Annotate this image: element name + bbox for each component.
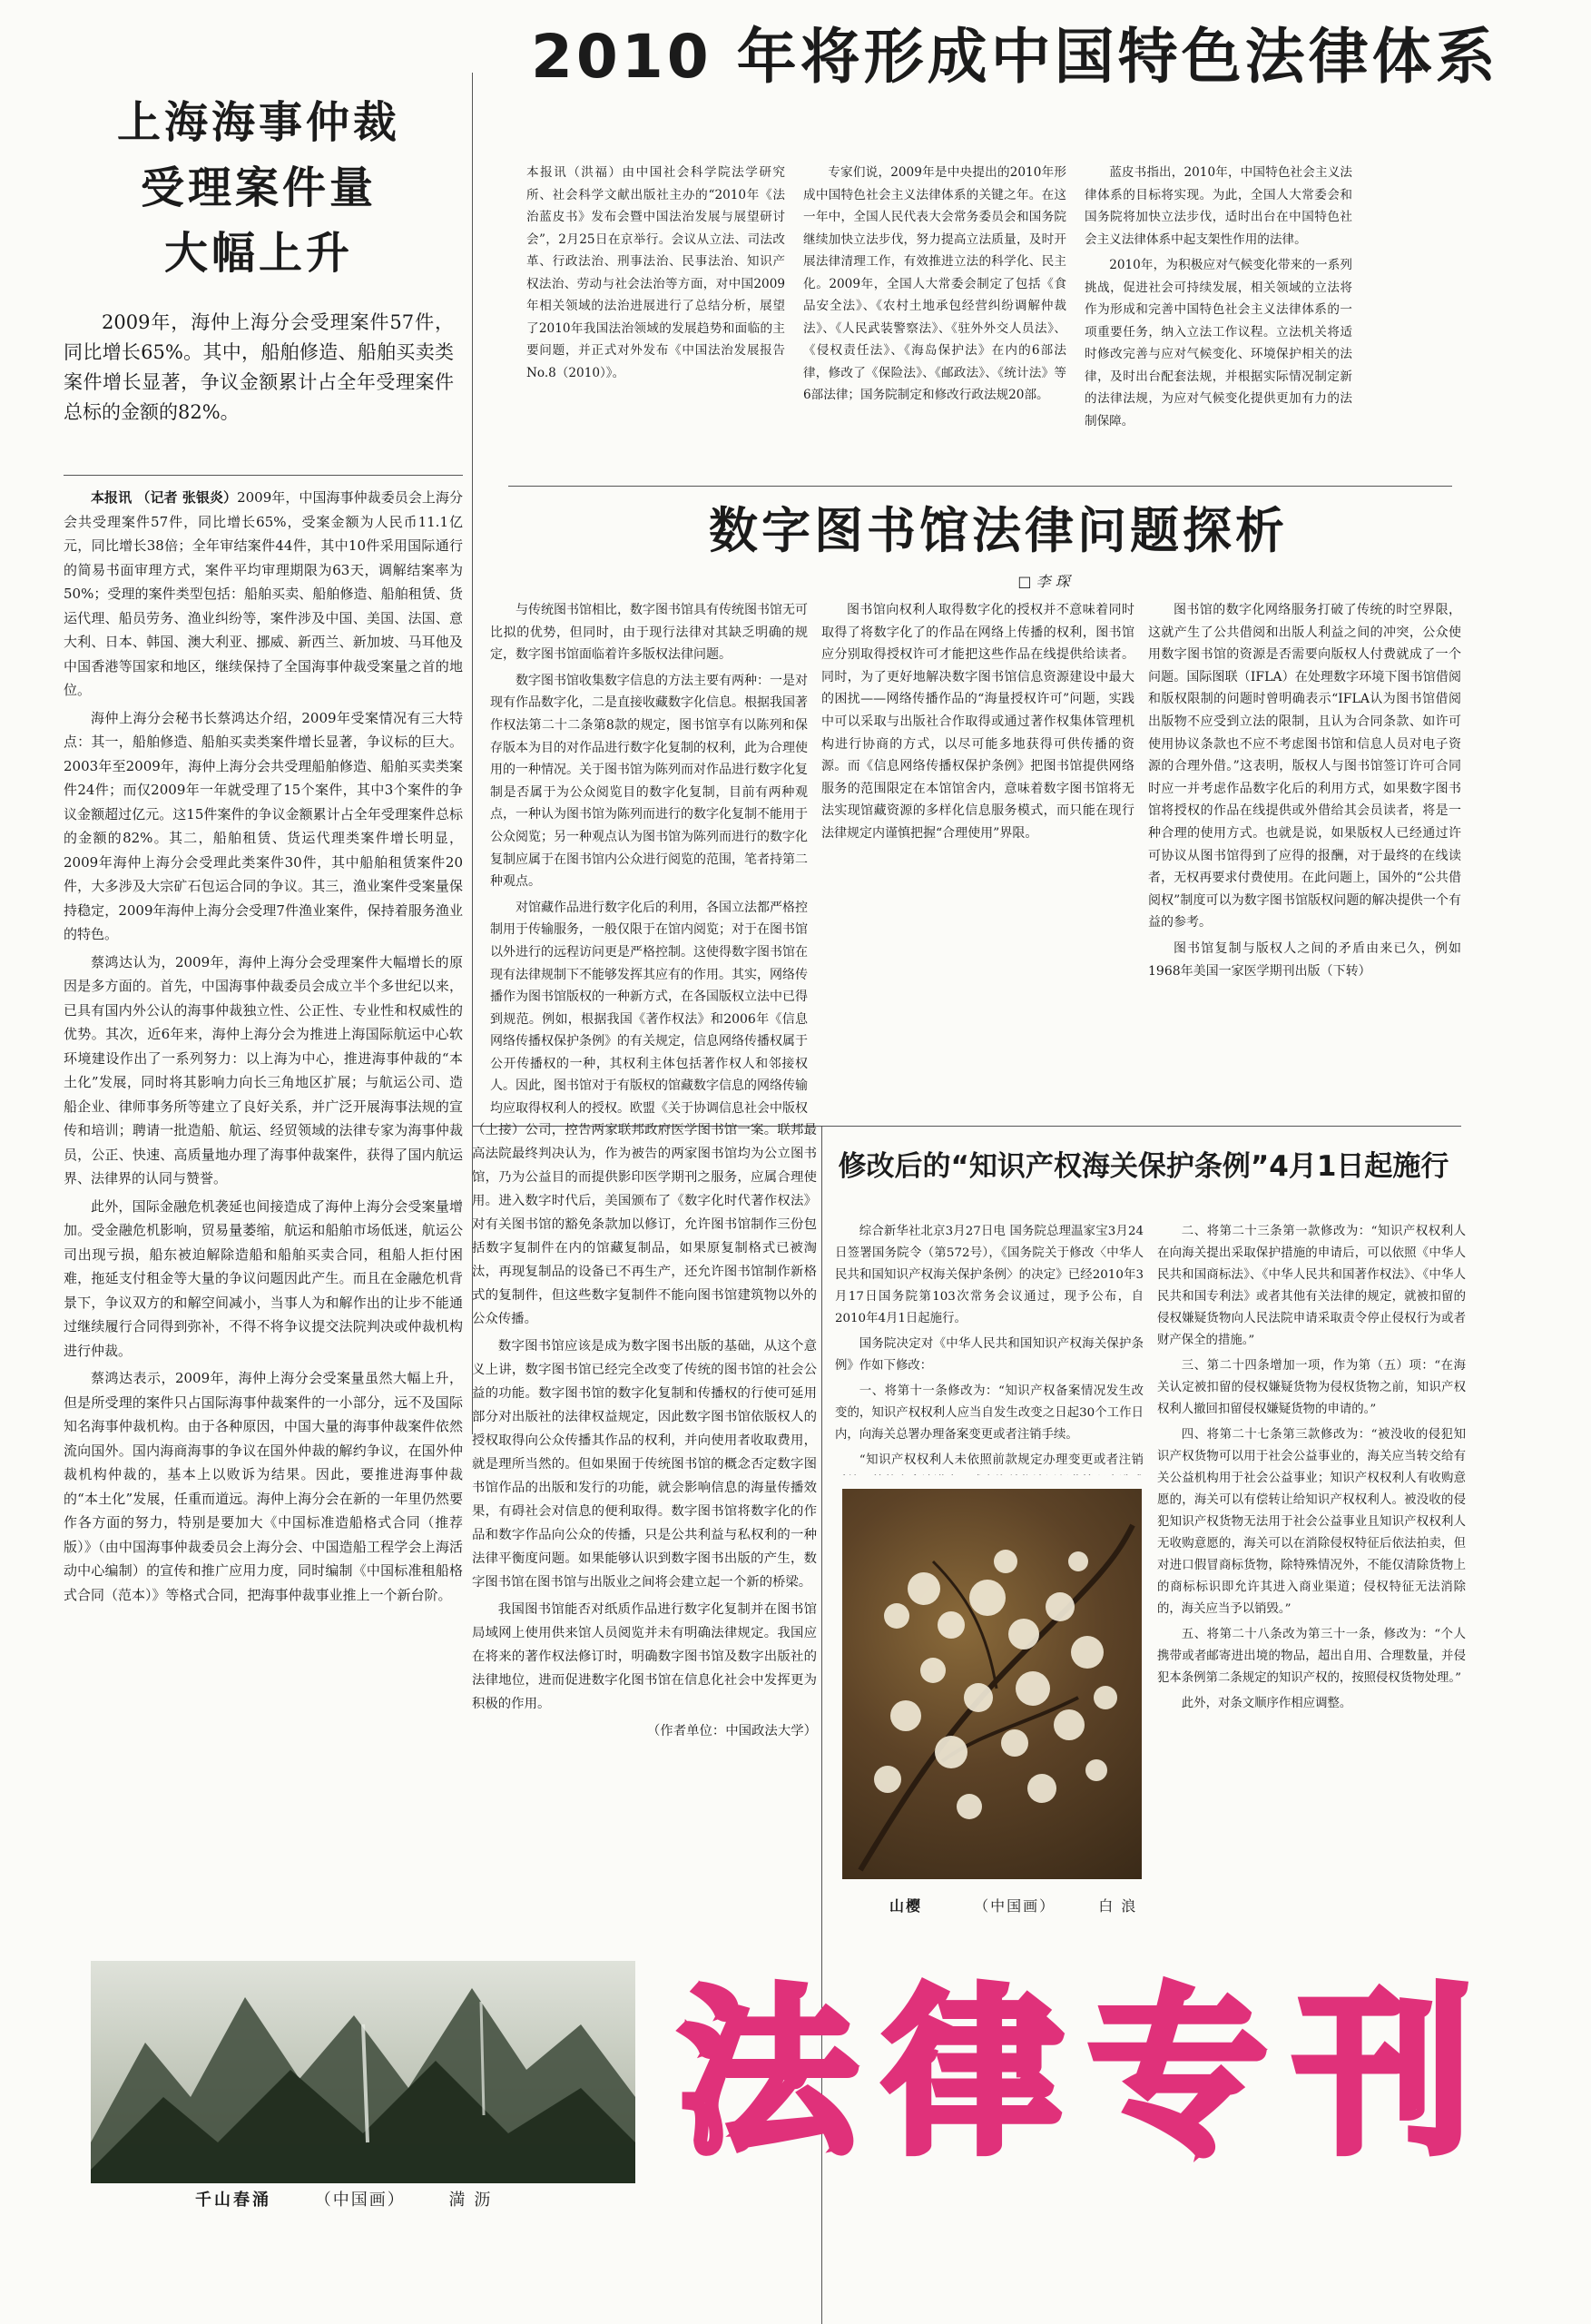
- left-title-line-3: 大幅上升: [163, 228, 353, 279]
- left-paragraph-4: 此外，国际金融危机袭延也间接造成了海仲上海分会受案量增加。受金融危机影响，贸易量萎缩，航运和船舶市场低迷，航运公司出现亏损，船东被迫解除造船和船舶买卖合同，租船人拒付困难，拖延支付租金等大量的争议问题因此产生。而且在金融危机背景下，争议双方的和解空间减小，当事人为和解作出的让步不能通过继续履行合同得到弥补，不得不将争议提交法院判决或仲裁机构进行仲裁。: [64, 1197, 463, 1359]
- painting-bottom-artist: 満 沥: [448, 2191, 493, 2210]
- library-col-1: [490, 599, 808, 1117]
- left-story-title: [64, 90, 454, 286]
- ip-paragraph-6: 三、第二十四条增加一项，作为第（五）项：“在海关认定被扣留的侵权嫌疑货物为侵权货物之前，知识产权权利人撤回扣留侵权嫌疑货物的申请的。”: [1157, 1359, 1466, 1416]
- ip-paragraph-5: 二、将第二十三条第一款修改为：“知识产权权利人在向海关提出采取保护措施的申请后，可以依照《中华人民共和国商标法》、《中华人民共和国著作权法》、《中华人民共和国专利法》或者其他有关法律的规定，就被扣留的侵权嫌疑货物向人民法院申请采取责令停止侵权行为或者财产保全的措施。”: [1157, 1225, 1466, 1347]
- left-paragraph-2: 海仲上海分会秘书长蔡鸿达介绍，2009年受案情况有三大特点：其一，船舶修造、船舶买卖类案件增长显著，争议标的巨大。2003年至2009年，海仲上海分会共受理船舶修造、船舶买卖类案件24件；而仅2009年一年就受理了15个案件，其中3个案件的争议金额超过亿元。这15件案件的争议金额累计占全年受理案件总标的金额的82%。其二，船舶租赁、货运代理类案件增长明显，2009年海仲上海分会受理此类案件30件，其中船舶租赁案件20件，大多涉及大宗矿石包运合同的争议。其三，渔业案件受案量保持稳定，2009年海仲上海分会受理7件渔业案件，保持着服务渔业的特色。: [64, 709, 463, 942]
- landscape-illustration: [91, 1961, 635, 2183]
- left-paragraph-5: 蔡鸿达表示，2009年，海仲上海分会受案量虽然大幅上升，但是所受理的案件只占国际海事仲裁案件的一小部分，远不及国际知名海事仲裁机构。由于各种原因，中国大量的海事仲裁案件依然流向国外。国内海商海事的争议在国外仲裁的解约争议，在国外仲裁机构仲裁的，基本上以败诉为结果。因此，要推进海事仲裁的“本土化”发展，任重而道远。海仲上海分会在新的一年里仍然要作各方面的努力，特别是要加大《中国标准造船格式合同（推荐版）》（由中国海事仲裁委员会上海分会、中国造船工程学会上海活动中心编制）的宣传和推广应用力度，同时编制《中国标准租船格式合同（范本）》等格式合同，把海事仲裁事业推上一个新台阶。: [64, 1370, 463, 1603]
- top-story-col-2: [803, 162, 1066, 479]
- ip-paragraph-8: 五、将第二十八条改为第三十一条，修改为：“个人携带或者邮寄进出境的物品，超出自用、合理数量，并侵犯本条例第二条规定的知识产权的，按照侵权货物处理。”: [1157, 1628, 1466, 1685]
- cherry-blossom-illustration: [842, 1489, 1142, 1879]
- library-paragraph-5: 图书馆的数字化网络服务打破了传统的时空界限，这就产生了公共借阅和出版人利益之间的冲突，公众使用数字图书馆的资源是否需要向版权人付费就成了一个问题。国际图联（IFLA）在处理数字环境下图书馆借阅和版权限制的问题时曾明确表示“IFLA认为图书馆借阅出版物不应受到立法的限制，且认为合同条款、如许可使用协议条款也不应不考虑图书馆和信息人员对电子资源的合理外借。”这表明，版权人与图书馆签订许可合同时应一并考虑作品数字化后的利用方式，如果数字图书馆将授权的作品在线提供或外借给其会员读者，将是一种合理的使用方式。也就是说，如果版权人已经通过许可协议从图书馆得到了应得的报酬，对于最终的在线读者，无权再要求付费使用。在此问题上，国外的“公共借阅权”制度可以为数字图书馆版权问题的解决提供一个有益的参考。: [1148, 603, 1461, 931]
- library-col-3: [1148, 599, 1461, 1117]
- library-paragraph-3: 对馆藏作品进行数字化后的利用，各国立法都严格控制用于传输服务，一般仅限于在馆内阅览；对于在图书馆以外进行的远程访问更是严格控制。这使得数字图书馆在现有法律规制下不能够发挥其应有的作用。其实，网络传播作为图书馆版权的一种新方式，在各国版权立法中已得到规范。例如，根据我国《著作权法》和2006年《信息网络传播权保护条例》的有关规定，信息网络传播权属于公开传播权的一种，其权利主体包括著作权人和邻接权人。因此，图书馆对于有版权的馆藏数字信息的网络传输均应取得权利人的授权。欧盟《关于协调信息社会中版权: [490, 900, 808, 1117]
- painting-bottom-title: 千山春涌: [195, 2191, 271, 2210]
- library-col-2: [821, 599, 1134, 1117]
- ip-paragraph-9: 此外，对条文顺序作相应调整。: [1181, 1697, 1352, 1710]
- library-paragraph-8: 数字图书馆应该是成为数字图书出版的基础，从这个意义上讲，数字图书馆已经完全改变了传统的图书馆的社会公益的功能。数字图书馆的数字化复制和传播权的行使可延用部分对出版社的法律权益规定，因此数字图书馆依版权人的授权取得向公众传播其作品的权利，并向使用者收取费用，就是理所当然的。但如果囿于传统图书馆的概念否定数字图书馆作品的出版和发行的功能，就会影响信息的海量传播效果，有碍社会对信息的便利取得。数字图书馆将数字化的作品和数字作品向公众的传播，只是公共利益与私权利的一种法律平衡度问题。如果能够认识到数字图书出版的产生，数字图书馆在图书馆与出版业之间将会建立起一个新的桥梁。: [472, 1339, 817, 1590]
- library-paragraph-1: 与传统图书馆相比，数字图书馆具有传统图书馆无可比拟的优势，但同时，由于现行法律对其缺乏明确的规定，数字图书馆面临着许多版权法律问题。: [490, 603, 808, 663]
- ip-paragraph-4: “知识产权权利人未依照前款规定办理变更或者注销: [859, 1453, 1144, 1467]
- library-title: 数字图书馆法律问题探析: [709, 502, 1288, 559]
- top-story-col-1: [526, 162, 785, 479]
- painting-mountain-cherry: [842, 1489, 1142, 1879]
- library-author-unit: （作者单位：中国政法大学）: [646, 1724, 817, 1738]
- top-paragraph-1: 本报讯（洪福）由中国社会科学院法学研究所、社会科学文献出版社主办的“2010年《法治蓝皮书》发布会暨中国法治发展与展望研讨会”，2月25日在京举行。会议从立法、司法改革、行政法治、刑事法治、民事法治、知识产权法治、劳动与社会法治等方面，对中国2009年相关领域的法治进展进行了总结分析，展望了2010年我国法治领域的发展趋势和面临的主要问题，并正式对外发布《中国法治发展报告No.8（2010）》。: [526, 165, 785, 380]
- painting-right-artist: 白 浪: [1098, 1897, 1138, 1915]
- painting-right-title: 山樱: [889, 1897, 923, 1915]
- top-story-col-3: [1085, 162, 1352, 479]
- library-paragraph-2: 数字图书馆收集数字信息的方法主要有两种：一是对现有作品数字化，二是直接收藏数字化信息。根据我国著作权法第二十二条第8款的规定，图书馆享有以陈列和保存版本为目的对作品进行数字化复制的权利，此为合理使用的一种情况。关于图书馆为陈列而对作品进行数字化复制是否属于为公众阅览目的数字化复制，目前有两种观点，一种认为图书馆为陈列而进行的数字化复制不能用于公众阅览；另一种观点认为图书馆为陈列而进行的数字化复制应属于在图书馆内公众进行阅览的范围，笔者持第二种观点。: [490, 673, 808, 890]
- ip-paragraph-7: 四、将第二十七条第三款修改为：“被没收的侵犯知识产权货物可以用于社会公益事业的，海关应当转交给有关公益机构用于社会公益事业；知识产权权利人有收购意愿的，海关可以有偿转让给知识产权权利人。被没收的侵犯知识产权货物无法用于社会公益事业且知识产权权利人无收购意愿的，海关可以在消除侵权特征后依法拍卖，但对进口假冒商标货物，除特殊情况外，不能仅清除货物上的商标标识即允许其进入商业渠道；侵权特征无法消除的，海关应当予以销毁。”: [1157, 1428, 1466, 1616]
- painting-right-caption-row: [889, 1893, 1144, 1920]
- left-title-line-2: 受理案件量: [140, 162, 377, 213]
- main-headline: 2010 年将形成中国特色法律体系: [531, 22, 1499, 92]
- left-story-lead: 2009年，海仲上海分会受理案件57件，同比增长65%。其中，船舶修造、船舶买卖类案件增长显著，争议金额累计占全年受理案件总标的金额的82%。: [64, 311, 454, 423]
- library-paragraph-9: 我国图书馆能否对纸质作品进行数字化复制并在图书馆局域网上使用供来馆人员阅览并未有明确法律规定。我国应在将来的著作权法修订时，明确数字图书馆及数字出版社的法律地位，进而促进数字化图书馆在信息化社会中发挥更为积极的作用。: [472, 1602, 817, 1711]
- top-paragraph-2: 专家们说，2009年是中央提出的2010年形成中国特色社会主义法律体系的关键之年。在这一年中，全国人民代表大会常务委员会和国务院继续加快立法步伐，努力提高立法质量，及时开展法律清理工作，有效推进立法的科学化、民主化。2009年，全国人大常委会制定了包括《食品安全法》、《农村土地承包经营纠纷调解仲裁法》、《人民武装警察法》、《驻外外交人员法》、《侵权责任法》、《海岛保护法》在内的6部法律，修改了《保险法》、《邮政法》、《统计法》等6部法律；国务院制定和修改行政法规20部。: [803, 165, 1066, 402]
- ip-paragraph-1: 综合新华社北京3月27日电 国务院总理温家宝3月24日签署国务院令（第572号），《国务院关于修改〈中华人民共和国知识产权海关保护条例〉的决定》已经2010年3月17日国务院第103次常务会议通过，现予公布，自2010年4月1日起施行。: [835, 1225, 1144, 1325]
- left-byline: 本报讯 （记者 张银炎）: [91, 489, 238, 506]
- ip-paragraph-3: 一、将第十一条修改为：“知识产权备案情况发生改变的，知识产权权利人应当自发生改变之日起30个工作日内，向海关总署办理备案变更或者注销手续。: [835, 1384, 1144, 1442]
- left-paragraph-3: 蔡鸿达认为，2009年，海仲上海分会受理案件大幅增长的原因是多方面的。首先，中国海事仲裁委员会成立半个多世纪以来，已具有国内外公认的海事仲裁独立性、公正性、专业性和权威性的优势。其次，近6年来，海仲上海分会为推进上海国际航运中心软环境建设作出了一系列努力：以上海为中心，推进海事仲裁的“本土化”发展，同时将其影响力向长三角地区扩展；与航运公司、造船企业、律师事务所等建立了良好关系，并广泛开展海事法规的宣传和培训；聘请一批造船、航运、经贸领域的法律专家为海事仲裁员，公正、快速、高质量地办理了海事仲裁案件，获得了国内航运界、法律界的认同与赞誉。: [64, 953, 463, 1187]
- top-paragraph-4: 2010年，为积极应对气候变化带来的一系列挑战，促进社会可持续发展，相关领域的立法将作为形成和完善中国特色社会主义法律体系的一项重要任务，纳入立法工作议程。立法机关将适时修改完善与应对气候变化、环境保护相关的法律，及时出台配套法规，并根据实际情况制定新的法律法规，为应对气候变化提供更加有力的法制保障。: [1085, 258, 1352, 428]
- painting-right-type: （中国画）: [974, 1897, 1056, 1915]
- painting-mountains: [91, 1961, 635, 2183]
- library-paragraph-7: （上接）公司，控告两家联邦政府医学图书馆一案。联邦最高法院最终判决认为，作为被告的两家图书馆均为公立图书馆，乃为公益目的而提供影印医学期刊之服务，应属合理使用。进入数字时代后，美国颁布了《数字化时代著作权法》对有关图书馆的豁免条款加以修订，允许图书馆制作三份包括数字复制件在内的馆藏复制品，如果原复制格式已被淘汰，再现复制品的设备已不再生产，还允许图书馆制作新格式的复制件，但这些数字复制件不能向图书馆建筑物以外的公众传播。: [472, 1123, 817, 1326]
- library-author: □ 李 琛: [1017, 573, 1070, 590]
- ip-paragraph-2: 国务院决定对《中华人民共和国知识产权海关保护条例》作如下修改：: [835, 1337, 1144, 1373]
- left-paragraph-1: 2009年，中国海事仲裁委员会上海分会共受理案件57件，同比增长65%，受案金额为人民币11.1亿元，同比增长38倍；全年审结案件44件，其中10件采用国际通行的简易书面审理方式，案件平均审理期限为63天，调解结案率为50%；受理的案件类型包括：船舶买卖、船舶修造、船舶租赁、货运代理、船员劳务、渔业纠纷等，案件涉及中国、美国、法国、意大利、日本、韩国、澳大利亚、挪威、新西兰、新加坡、马耳他及中国香港等国家和地区，继续保持了全国海事仲裁受案量之首的地位。: [64, 489, 463, 698]
- painting-bottom-type: （中国画）: [314, 2191, 406, 2210]
- library-paragraph-4: 图书馆向权利人取得数字化的授权并不意味着同时取得了将数字化了的作品在网络上传播的权利，图书馆应分别取得授权许可才能把这些作品在线提供给读者。同时，为了更好地解决数字图书馆信息资源建设中最大的困扰——网络传播作品的“海量授权许可”问题，实践中可以采取与出版社合作取得或通过著作权集体管理机构进行协商的方式，以尽可能多地获得可供传播的资源。而《信息网络传播权保护条例》把图书馆提供网络服务的范围限定在本馆馆舍内，意味着数字图书馆将无法实现馆藏资源的多样化信息服务模式，而只能在现行法律规定内谨慎把握“合理使用”界限。: [821, 603, 1134, 841]
- left-title-line-1: 上海海事仲裁: [116, 97, 400, 148]
- ip-col-1: [835, 1221, 1144, 1475]
- special-edition-banner: 法律专刊: [678, 1971, 1499, 2178]
- ip-title: 修改后的“知识产权海关保护条例”4月1日起施行: [838, 1150, 1449, 1183]
- library-paragraph-6: 图书馆复制与版权人之间的矛盾由来已久，例如1968年美国一家医学期刊出版（下转）: [1148, 940, 1461, 979]
- top-paragraph-3: 蓝皮书指出，2010年，中国特色社会主义法律体系的目标将实现。为此，全国人大常委会和国务院将加快立法步伐，适时出台在中国特色社会主义法律体系中起支架性作用的法律。: [1085, 165, 1352, 247]
- painting-bottom-caption-row: [195, 2186, 576, 2215]
